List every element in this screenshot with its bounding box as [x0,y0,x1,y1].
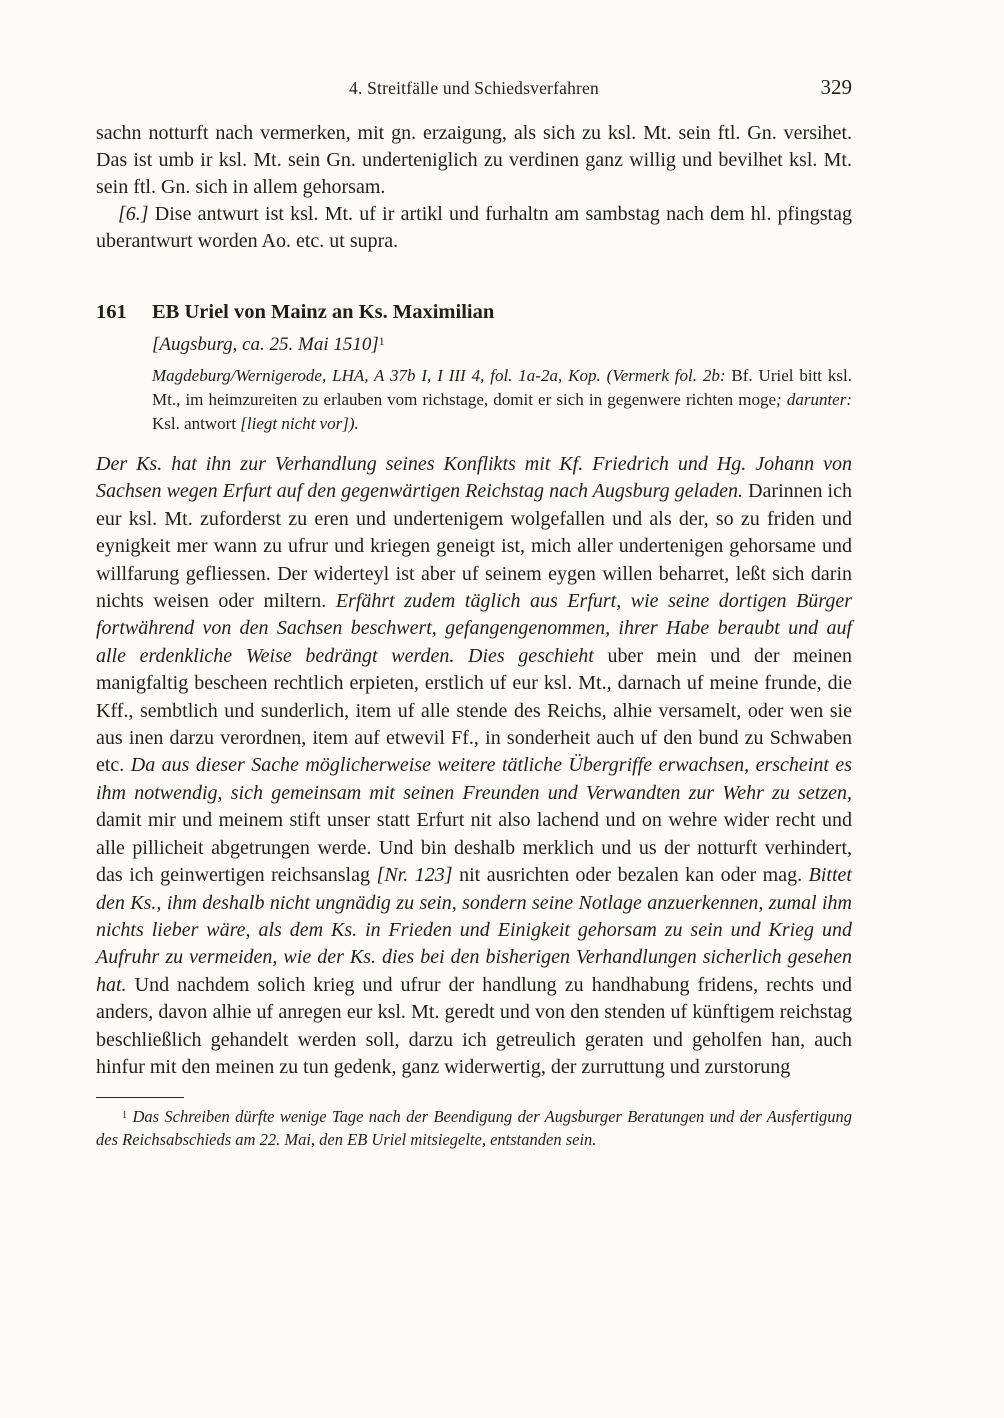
entry-number: 161 [96,301,127,323]
entry-dateline: [Augsburg, ca. 25. Mai 1510]$^1$ [152,334,385,355]
answer-paragraph: [6.] Dise antwurt ist ksl. Mt. uf ir artikl und furhaltn am sambstag nach dem hl. pfingstag uberantwurt worden Ao. etc. ut supra. [96,203,852,252]
entry-title: EB Uriel von Mainz an Ks. Maximilian [152,301,495,323]
entry-body-text: Der Ks. hat ihn zur Verhandlung seines Konflikts mit Kf. Friedrich und Hg. Johann von Sachsen wegen Erfurt auf den gegenwärtigen Reichstag nach Augsburg geladen. Darinnen ich eur ksl. Mt. zuforderst zu eren und undertenigem wolgefallen und als der, so zu friden und eynigkeit mer wann zu ufrur und kriegen geneigt ist, mich aller undertenigen gehorsame und willfarung gefliessen. Der widerteyl ist aber uf seinem eygen willen beharret, leßt sich darin nichts weisen oder miltern. Erfährt zudem täglich aus Erfurt, wie seine dortigen Bürger fortwährend von den Sachsen beschwert, gefangengenommen, ihrer Habe beraubt und auf alle erdenkliche Weise bedrängt werden. Dies geschieht uber mein und der meinen manigfaltig bescheen rechtlich erpieten, erstlich uf eur ksl. Mt., darnach uf meine frunde, die Kff., sembtlich und sunderlich, item uf alle stende des Reichs, alhie versamelt, oder wen sie aus inen darzu verordnen, item auf etwevil Ff., in sonderheit auch uf den bund zu Schwaben etc. Da aus dieser Sache möglicherweise weitere tätliche Übergriffe erwachsen, erscheint es ihm notwendig, sich gemeinsam mit seinen Freunden und Verwandten zur Wehr zu setzen, damit mir und meinem stift unser statt Erfurt nit also lachend und on wehre wider recht und alle pillicheit abgetrungen werde. Und bin deshalb merklich und us der notturft verhindert, das ich geinwertigen reichsanslag [Nr. 123] nit ausrichten oder bezalen kan oder mag. Bittet den Ks., ihm deshalb nicht ungnädig zu sein, sondern seine Notlage anzuerkennen, zumal ihm nichts lieber wäre, als dem Ks. in Frieden und Einigkeit gehorsam zu sein und Krieg und Aufruhr zu vermeiden, wie der Ks. dies bei den bisherigen Verhandlungen sicherlich gesehen hat. Und nachdem solich krieg und ufrur der handlung zu handhabung fridens, rechts und anders, davon alhie uf anregen eur ksl. Mt. geredt und von den stenden uf künftigem reichstag beschließlich gehandelt werden soll, darzu ich getreulich geraten und geholfen han, auch hinfur mit den meinen zu tun gedenk, ganz widerwertig, der zurruttung und zurstorung [96,453,852,1078]
footnote-separator [96,1097,184,1098]
footnote: $^1$ Das Schreiben dürfte wenige Tage nach der Beendigung der Augsburger Beratungen und der Ausfertigung des Reichsabschieds am 22. Mai, den EB Uriel mitsiegelte, entstanden sein. [96,1107,852,1150]
running-head: 4. Streitfälle und Schiedsverfahren [349,78,599,98]
entry-heading [96,301,852,324]
entry-source-line: Magdeburg/Wernigerode, LHA, A 37b I, I III 4, fol. 1a-2a, Kop. (Vermerk fol. 2b: Bf. Uriel bitt ksl. Mt., im heimzureiten zu erlauben vom richstage, domit er sich in gegenwere richten moge; darunter: Ksl. antwort [liegt nicht vor]). [152,366,852,433]
page-number: 329 [820,75,852,99]
page-header [96,75,852,104]
continuation-paragraph: sachn notturft nach vermerken, mit gn. erzaigung, als sich zu ksl. Mt. sein ftl. Gn. versihet. Das ist umb ir ksl. Mt. sein Gn. underteniglich zu verdinen ganz willig und bevilhet ksl. Mt. sein ftl. Gn. sich in allem gehorsam. [96,122,852,198]
